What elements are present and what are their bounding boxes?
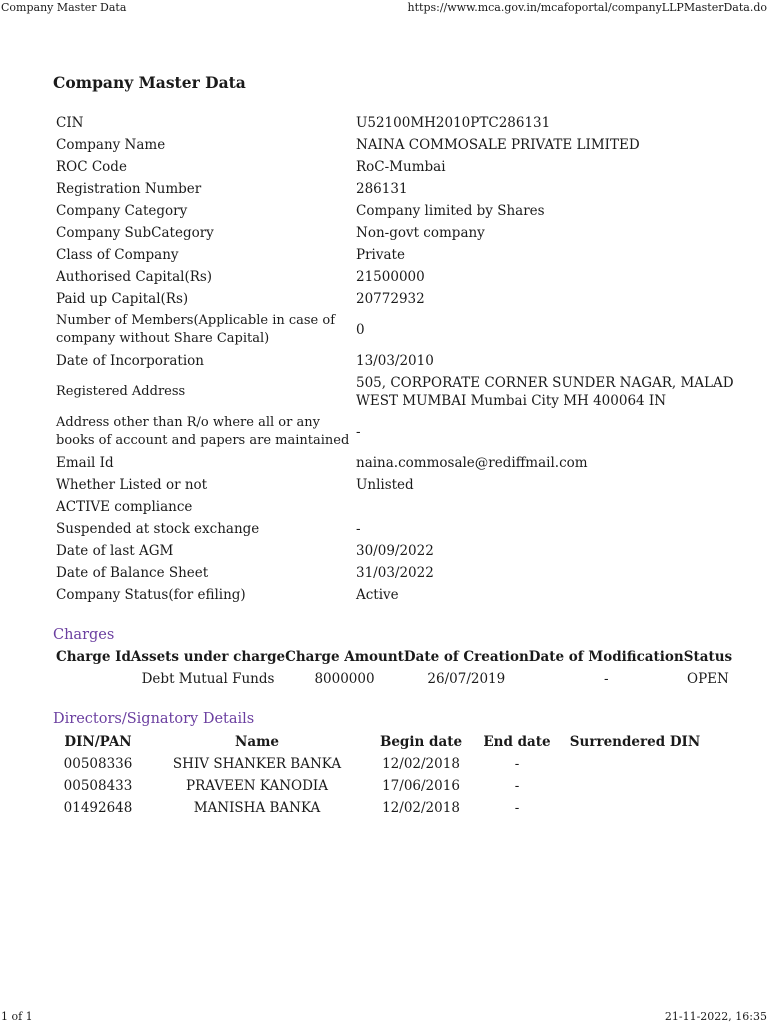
field-label: Class of Company bbox=[56, 247, 179, 263]
field-value: - bbox=[356, 424, 361, 440]
table-row bbox=[55, 775, 705, 797]
master-row bbox=[53, 584, 743, 606]
master-row bbox=[53, 412, 743, 452]
field-value: 286131 bbox=[356, 181, 408, 197]
table-row bbox=[55, 797, 705, 819]
field-value: - bbox=[356, 521, 361, 537]
master-row bbox=[53, 518, 743, 540]
field-value: U52100MH2010PTC286131 bbox=[356, 115, 551, 131]
field-label: Company Name bbox=[56, 137, 166, 153]
table-cell: SHIV SHANKER BANKA bbox=[172, 756, 342, 772]
field-label: Number of Members(Applicable in case of company without Share Capital) bbox=[56, 313, 336, 346]
master-row bbox=[53, 562, 743, 584]
print-header-title: Company Master Data bbox=[1, 1, 127, 14]
master-row bbox=[53, 244, 743, 266]
master-row bbox=[53, 222, 743, 244]
master-row bbox=[53, 310, 743, 350]
field-label: ROC Code bbox=[56, 159, 127, 175]
field-label: Company SubCategory bbox=[56, 225, 214, 241]
directors-heading: Directors/Signatory Details bbox=[53, 711, 255, 727]
field-label: Paid up Capital(Rs) bbox=[56, 291, 189, 307]
field-label: CIN bbox=[56, 115, 84, 131]
field-value: 13/03/2010 bbox=[356, 353, 434, 369]
master-row bbox=[53, 372, 743, 412]
field-value: 20772932 bbox=[356, 291, 425, 307]
table-row bbox=[55, 753, 705, 775]
field-label: Registration Number bbox=[56, 181, 202, 197]
master-row bbox=[53, 156, 743, 178]
field-label: Date of Balance Sheet bbox=[56, 565, 209, 581]
company-master-table bbox=[53, 112, 743, 606]
field-value bbox=[353, 496, 743, 518]
column-header: Status bbox=[683, 649, 733, 665]
table-cell: - bbox=[514, 778, 520, 794]
column-header: DIN/PAN bbox=[64, 734, 132, 750]
field-label: Whether Listed or not bbox=[56, 477, 208, 493]
charges-heading: Charges bbox=[53, 627, 115, 643]
field-value: 0 bbox=[356, 322, 365, 338]
table-cell: - bbox=[514, 800, 520, 816]
field-label: Authorised Capital(Rs) bbox=[56, 269, 213, 285]
table-cell bbox=[565, 797, 705, 819]
field-label: Company Category bbox=[56, 203, 188, 219]
table-row bbox=[56, 668, 732, 690]
master-row bbox=[53, 200, 743, 222]
master-row bbox=[53, 452, 743, 474]
field-value: NAINA COMMOSALE PRIVATE LIMITED bbox=[356, 137, 640, 153]
print-header-url: https://www.mca.gov.in/mcafoportal/companyLLPMasterData.do bbox=[407, 1, 767, 14]
table-cell: - bbox=[514, 756, 520, 772]
column-header: Charge Id bbox=[56, 649, 131, 665]
field-value: 21500000 bbox=[356, 269, 425, 285]
column-header: Date of Creation bbox=[403, 649, 529, 665]
field-label: Address other than R/o where all or any books of account and papers are maintained bbox=[56, 415, 350, 448]
field-value: Company limited by Shares bbox=[356, 203, 545, 219]
master-row bbox=[53, 496, 743, 518]
table-cell bbox=[565, 775, 705, 797]
column-header: Assets under charge bbox=[130, 649, 286, 665]
field-label: Registered Address bbox=[56, 384, 186, 399]
table-cell: 17/06/2016 bbox=[382, 778, 460, 794]
print-datetime: 21-11-2022, 16:35 bbox=[664, 1010, 767, 1023]
field-value: Unlisted bbox=[356, 477, 414, 493]
master-row bbox=[53, 178, 743, 200]
table-cell: MANISHA BANKA bbox=[193, 800, 321, 816]
page-title: Company Master Data bbox=[53, 73, 246, 92]
print-header bbox=[0, 0, 768, 16]
field-label: Suspended at stock exchange bbox=[56, 521, 260, 537]
table-cell: Debt Mutual Funds bbox=[141, 671, 275, 687]
charges-table bbox=[56, 646, 732, 690]
column-header: Surrendered DIN bbox=[569, 734, 701, 750]
field-label: Date of Incorporation bbox=[56, 353, 204, 369]
master-row bbox=[53, 474, 743, 496]
print-footer bbox=[0, 1010, 768, 1024]
field-value: naina.commosale@rediffmail.com bbox=[356, 455, 588, 471]
table-cell bbox=[56, 668, 131, 690]
directors-table bbox=[55, 731, 705, 819]
table-cell: PRAVEEN KANODIA bbox=[186, 778, 328, 794]
master-row bbox=[53, 112, 743, 134]
field-label: ACTIVE compliance bbox=[56, 499, 193, 515]
master-row bbox=[53, 266, 743, 288]
table-cell: 00508433 bbox=[63, 778, 133, 794]
column-header: End date bbox=[483, 734, 551, 750]
field-label: Date of last AGM bbox=[56, 543, 174, 559]
field-value: RoC-Mumbai bbox=[356, 159, 446, 175]
field-value: 505, CORPORATE CORNER SUNDER NAGAR, MALAD WEST MUMBAI Mumbai City MH 400064 IN bbox=[356, 375, 734, 409]
column-header: Begin date bbox=[379, 734, 463, 750]
column-header: Name bbox=[235, 734, 279, 750]
master-row bbox=[53, 350, 743, 372]
field-value: 30/09/2022 bbox=[356, 543, 434, 559]
table-cell: 26/07/2019 bbox=[427, 671, 506, 687]
master-row bbox=[53, 288, 743, 310]
table-cell: 12/02/2018 bbox=[382, 756, 460, 772]
field-value: Private bbox=[356, 247, 405, 263]
table-cell: 12/02/2018 bbox=[382, 800, 460, 816]
master-row bbox=[53, 540, 743, 562]
column-header: Charge Amount bbox=[285, 649, 404, 665]
page-number: 1 of 1 bbox=[1, 1010, 33, 1023]
field-value: Active bbox=[356, 587, 399, 603]
field-label: Email Id bbox=[56, 455, 114, 471]
table-cell bbox=[565, 753, 705, 775]
table-cell: - bbox=[603, 671, 609, 687]
field-label: Company Status(for efiling) bbox=[56, 587, 246, 603]
field-value: Non-govt company bbox=[356, 225, 485, 241]
table-cell: 8000000 bbox=[314, 671, 375, 687]
column-header: Date of Modification bbox=[528, 649, 684, 665]
master-row bbox=[53, 134, 743, 156]
table-cell: 00508336 bbox=[63, 756, 133, 772]
field-value: 31/03/2022 bbox=[356, 565, 434, 581]
table-cell: 01492648 bbox=[63, 800, 133, 816]
table-cell: OPEN bbox=[687, 671, 729, 687]
